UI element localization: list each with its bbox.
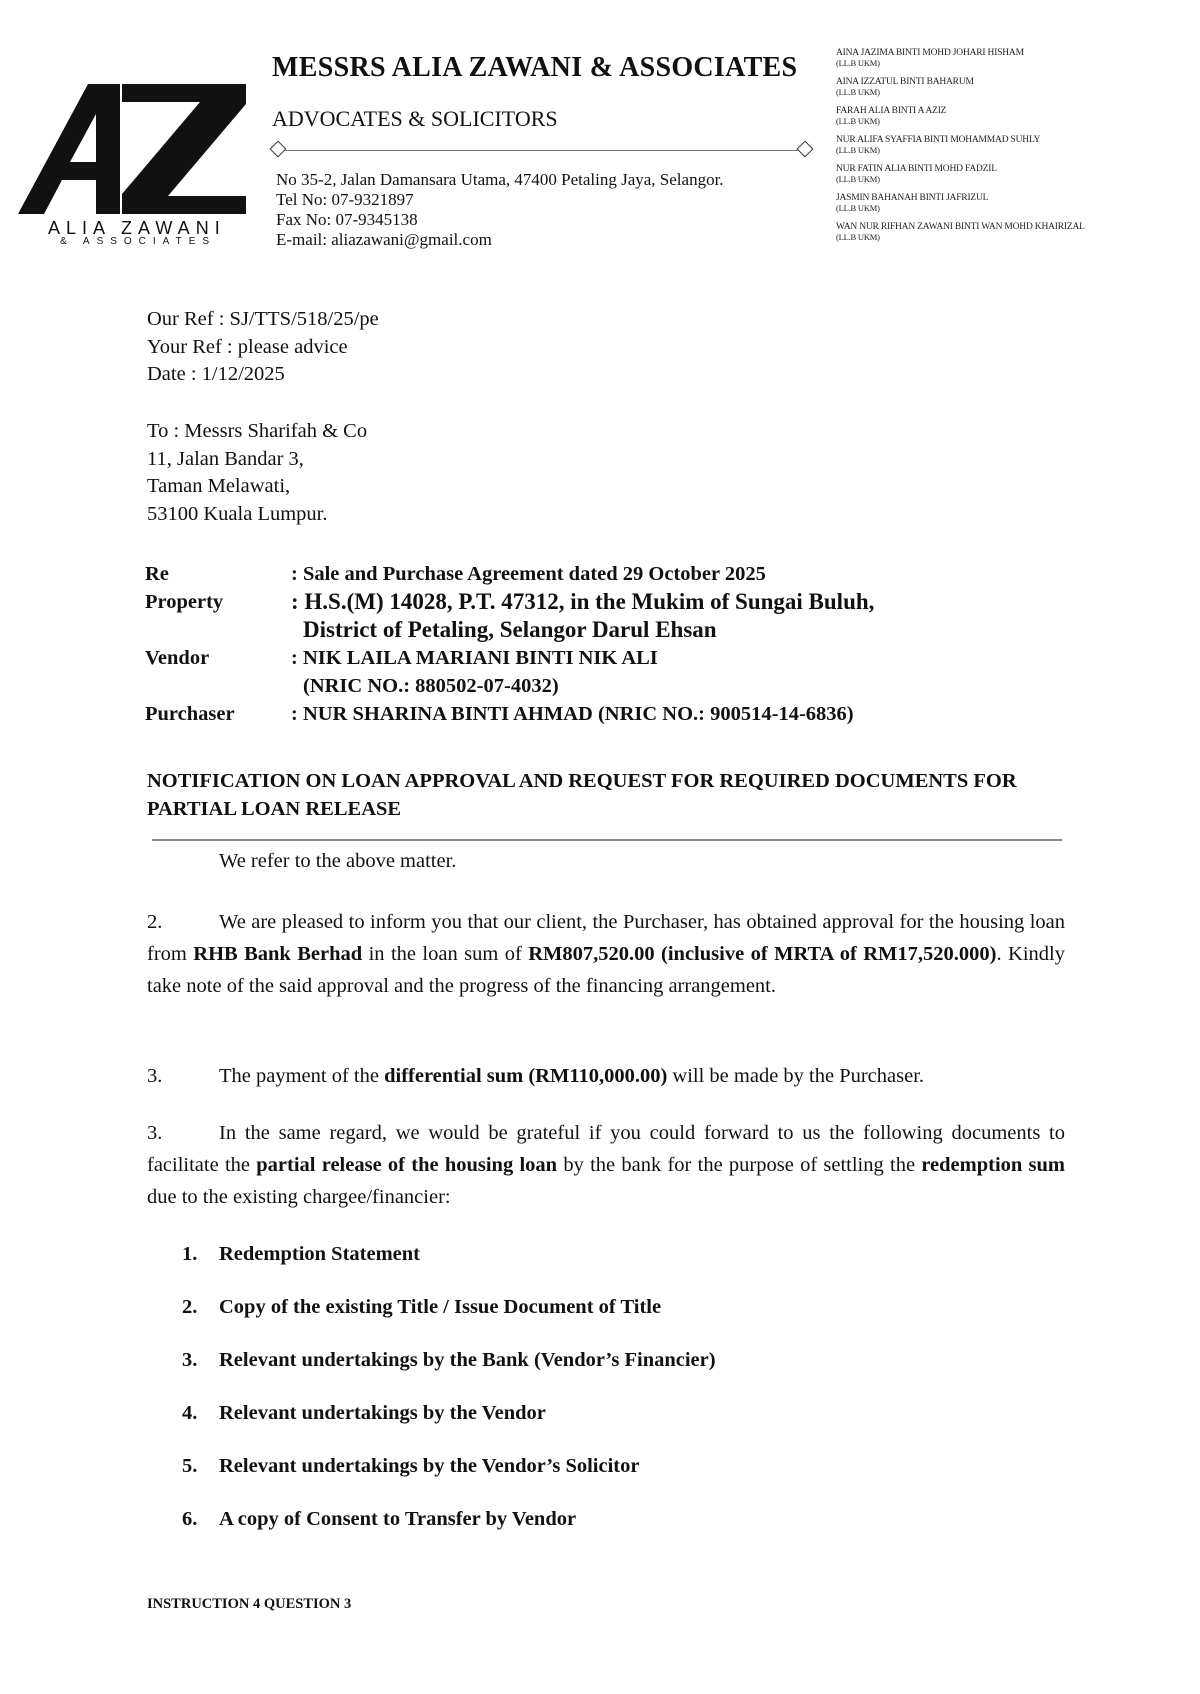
partner-entry: [836, 164, 1176, 184]
partner-qualification: (LL.B UKM): [836, 116, 880, 126]
partner-name: NUR FATIN ALIA BINTI MOHD FADZIL: [836, 164, 997, 174]
vendor-nric: (NRIC NO.: 880502-07-4032): [303, 675, 559, 697]
property-value-line2: District of Petaling, Selangor Darul Ehsan: [303, 617, 717, 642]
partner-entry: [836, 193, 1176, 213]
partner-qualification: (LL.B UKM): [836, 203, 880, 213]
letter-date: Date : 1/12/2025: [147, 363, 285, 385]
partner-qualification: (LL.B UKM): [836, 87, 880, 97]
page-footer: INSTRUCTION 4 QUESTION 3: [147, 1596, 352, 1612]
logo-name: ALIA ZAWANI: [48, 218, 226, 238]
required-documents-list: [182, 1240, 716, 1558]
recipient-line: 11, Jalan Bandar 3,: [147, 447, 304, 470]
list-item: 3. Relevant undertakings by the Bank (Vendor’s Financier): [182, 1349, 716, 1371]
partner-name: NUR ALIFA SYAFFIA BINTI MOHAMMAD SUHLY: [836, 135, 1041, 145]
partner-entry: [836, 77, 1176, 97]
partner-name: AINA IZZATUL BINTI BAHARUM: [836, 77, 974, 87]
firm-name: MESSRS ALIA ZAWANI & ASSOCIATES: [272, 52, 798, 83]
purchaser-value: : NUR SHARINA BINTI AHMAD (NRIC NO.: 900514-14-6836): [291, 703, 854, 725]
property-row: [145, 588, 874, 644]
list-item: 2. Copy of the existing Title / Issue Document of Title: [182, 1296, 662, 1318]
particulars-table: [145, 560, 874, 728]
partner-name: AINA JAZIMA BINTI MOHD JOHARI HISHAM: [836, 48, 1024, 58]
reference-block: [147, 306, 379, 389]
paragraph-number: 3.: [147, 1122, 163, 1144]
paragraph-2: 2. We are pleased to inform you that our client, the Purchaser, has obtained approval for the housing loan from RHB Bank Berhad in the loan sum of RM807,520.00 (inclusive of MRTA of RM17,520.000). Kindly take note of the said approval and the progress of the financing arrangement.: [147, 906, 1065, 1002]
partner-entry: [836, 106, 1176, 126]
firm-tel: Tel No: 07-9321897: [276, 190, 414, 209]
re-row: [145, 560, 874, 588]
your-ref: Your Ref : please advice: [147, 335, 348, 358]
property-value-line1: : H.S.(M) 14028, P.T. 47312, in the Mukim of Sungai Buluh,: [291, 589, 875, 614]
recipient-line: To : Messrs Sharifah & Co: [147, 420, 368, 442]
recipient-line: 53100 Kuala Lumpur.: [147, 502, 328, 525]
diamond-ornament-right: [797, 141, 814, 158]
firm-address: No 35-2, Jalan Damansara Utama, 47400 Petaling Jaya, Selangor.: [276, 170, 724, 189]
partner-entry: [836, 48, 1176, 68]
letterhead-divider: [274, 150, 808, 151]
re-label: Re: [145, 563, 169, 585]
partner-entry: [836, 135, 1176, 155]
logo-subtitle: & ASSOCIATES: [60, 236, 217, 247]
vendor-label: Vendor: [145, 647, 210, 669]
partner-qualification: (LL.B UKM): [836, 232, 880, 242]
redemption-sum-term: redemption sum: [921, 1154, 1065, 1176]
paragraph-number: 2.: [147, 911, 163, 933]
partner-entry: [836, 222, 1176, 242]
diamond-ornament-left: [270, 141, 287, 158]
recipient-line: Taman Melawati,: [147, 475, 291, 497]
partner-qualification: (LL.B UKM): [836, 174, 880, 184]
paragraph-number: 3.: [147, 1065, 163, 1087]
loan-sum: RM807,520.00 (inclusive of MRTA of RM17,520.000): [528, 943, 997, 965]
vendor-value: [291, 644, 874, 700]
purchaser-label: Purchaser: [145, 703, 235, 725]
paragraph-4: 3. In the same regard, we would be grateful if you could forward to us the following documents to facilitate the partial release of the housing loan by the bank for the purpose of settling the redemption sum due to the existing chargee/financier:: [147, 1117, 1065, 1213]
partner-name: JASMIN BAHANAH BINTI JAFRIZUL: [836, 193, 989, 203]
property-label: Property: [145, 591, 224, 613]
paragraph-3: 3. The payment of the differential sum (RM110,000.00) will be made by the Purchaser.: [147, 1060, 1065, 1092]
list-item: 4. Relevant undertakings by the Vendor: [182, 1402, 546, 1424]
firm-tagline: ADVOCATES & SOLICITORS: [272, 106, 558, 131]
list-item: 6. A copy of Consent to Transfer by Vendor: [182, 1508, 577, 1530]
bank-name: RHB Bank Berhad: [193, 943, 363, 965]
partner-qualification: (LL.B UKM): [836, 58, 880, 68]
paragraph-1: We refer to the above matter.: [219, 850, 457, 872]
purchaser-row: [145, 700, 874, 728]
partner-name: WAN NUR RIFHAN ZAWANI BINTI WAN MOHD KHAIRIZAL: [836, 222, 1085, 232]
recipient-address: [147, 418, 367, 528]
partner-name: FARAH ALIA BINTI A AZIZ: [836, 106, 947, 116]
differential-sum: differential sum (RM110,000.00): [384, 1065, 668, 1087]
letter-heading: NOTIFICATION ON LOAN APPROVAL AND REQUEST FOR REQUIRED DOCUMENTS FOR PARTIAL LOAN RELEASE: [147, 770, 1017, 820]
vendor-name: : NIK LAILA MARIANI BINTI NIK ALI: [291, 647, 658, 669]
partner-list: [836, 48, 1176, 251]
firm-email: E-mail: aliazawani@gmail.com: [276, 230, 492, 249]
our-ref: Our Ref : SJ/TTS/518/25/pe: [147, 308, 379, 330]
list-item: 5. Relevant undertakings by the Vendor’s Solicitor: [182, 1455, 640, 1477]
property-value: [291, 588, 874, 644]
vendor-row: [145, 644, 874, 700]
firm-fax: Fax No: 07-9345138: [276, 210, 418, 229]
partial-release-term: partial release of the housing loan: [256, 1154, 558, 1176]
list-item: 1. Redemption Statement: [182, 1243, 420, 1265]
heading-separator: [152, 839, 1062, 841]
partner-qualification: (LL.B UKM): [836, 145, 880, 155]
re-value: : Sale and Purchase Agreement dated 29 October 2025: [291, 563, 766, 585]
